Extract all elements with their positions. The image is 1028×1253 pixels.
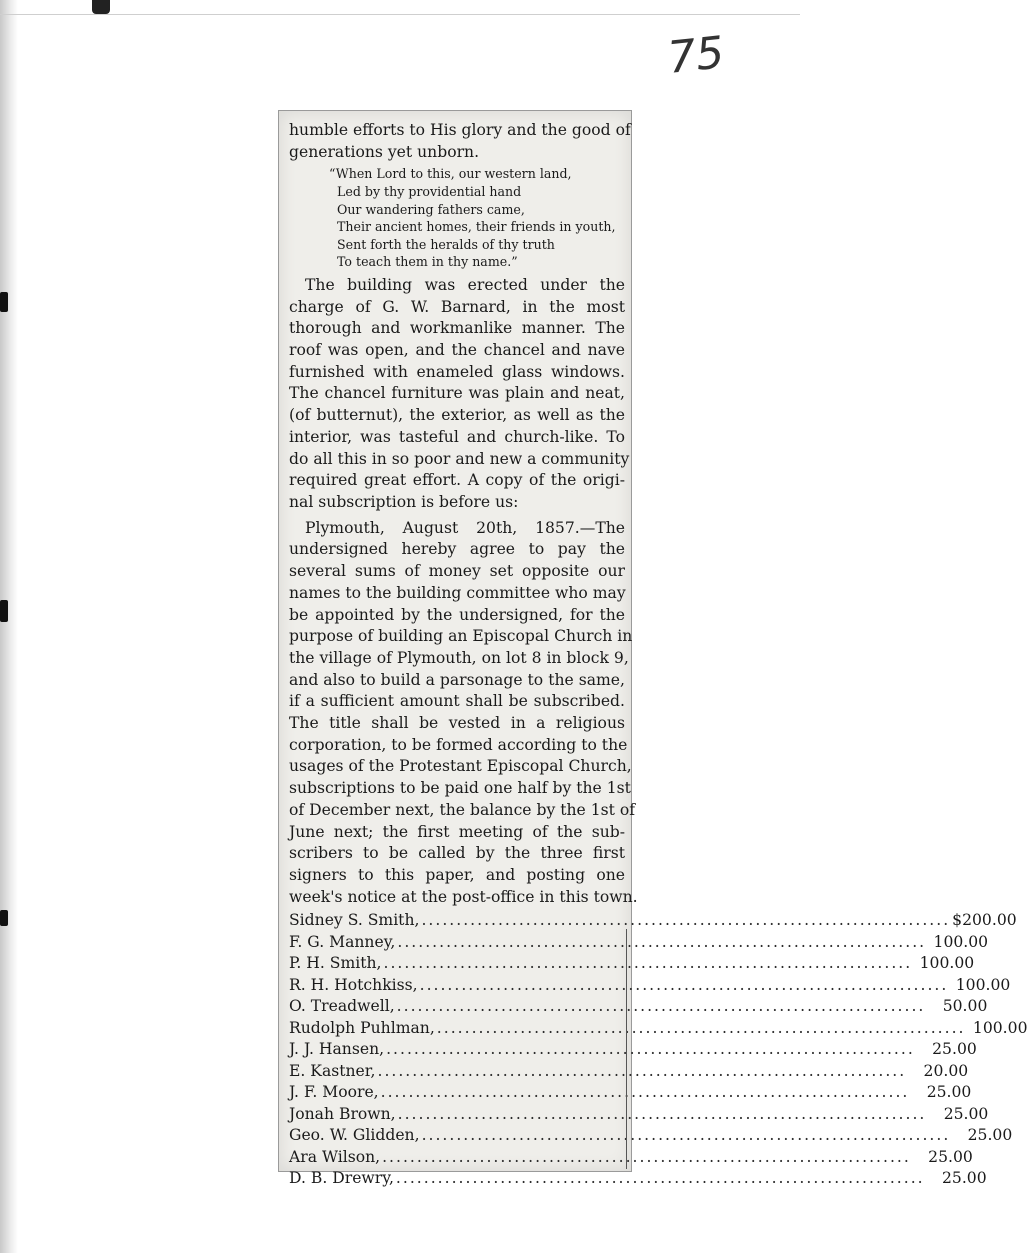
text-line: be appointed by the undersigned, for the (289, 605, 625, 624)
subscriber-row (289, 1039, 977, 1061)
leader-dots (377, 1061, 906, 1083)
opening-lines (289, 120, 631, 163)
leader-dots (386, 1039, 915, 1061)
subscriber-name: J. F. Moore, (289, 1083, 379, 1102)
scan-left-edge (0, 0, 18, 1253)
text-line: corporation, to be formed according to the (289, 735, 628, 754)
leader-dots (381, 1082, 910, 1104)
subscriber-amount: 100.00 (955, 975, 1011, 994)
leader-dots (396, 1168, 925, 1190)
poem-line: To teach them in thy name.” (337, 254, 518, 270)
text-line: several sums of money set opposite our (289, 562, 625, 581)
subscriber-name: Jonah Brown, (289, 1104, 396, 1123)
text-line: undersigned hereby agree to pay the (289, 540, 625, 559)
paragraph-building (289, 275, 630, 514)
subscriber-amount: $200.00 (952, 911, 1017, 930)
text-line: purpose of building an Episcopal Church in (289, 627, 633, 646)
leader-dots (398, 1104, 927, 1126)
leader-dots (383, 953, 912, 975)
text-line: the village of Plymouth, on lot 8 in block 9, (289, 648, 629, 667)
text-line: (of butternut), the exterior, as well as the (289, 406, 625, 425)
text-line: scribers to be called by the three first (289, 844, 625, 863)
subscriber-name: O. Treadwell, (289, 997, 395, 1016)
text-line: and also to build a parsonage to the same, (289, 670, 625, 689)
subscriber-name: Rudolph Puhlman, (289, 1018, 435, 1037)
subscriber-row (289, 1082, 972, 1104)
text-line: if a sufficient amount shall be subscribed. (289, 692, 625, 711)
subscriber-name: D. B. Drewry, (289, 1169, 394, 1188)
subscriber-name: Sidney S. Smith, (289, 911, 420, 930)
subscriber-amount: 50.00 (942, 997, 988, 1016)
leader-dots (397, 932, 926, 954)
subscriber-name: Geo. W. Glidden, (289, 1126, 420, 1145)
subscriber-amount: 25.00 (943, 1104, 989, 1123)
subscriber-amount: 20.00 (923, 1061, 969, 1080)
leader-dots (437, 1018, 966, 1040)
subscriber-name: P. H. Smith, (289, 954, 382, 973)
poem-stanza (289, 165, 625, 271)
text-line: names to the building committee who may (289, 583, 626, 602)
text-line: Plymouth, August 20th, 1857.—The (305, 518, 625, 537)
text-line: signers to this paper, and posting one (289, 865, 625, 884)
subscriber-amount: 25.00 (928, 1147, 973, 1166)
poem-line: Their ancient homes, their friends in youth, (337, 219, 616, 235)
text-line: usages of the Protestant Episcopal Church, (289, 757, 632, 776)
leader-dots (382, 1147, 911, 1169)
text-line: generations yet unborn. (289, 142, 480, 161)
subscriber-amount: 100.00 (933, 932, 989, 951)
scan-margin-mark (0, 292, 8, 312)
text-line: do all this in so poor and new a community (289, 449, 630, 468)
column-rule (626, 929, 627, 1169)
text-line: required great effort. A copy of the origi- (289, 471, 625, 490)
subscriber-row (289, 910, 1017, 932)
poem-line: Led by thy providential hand (337, 184, 522, 199)
subscriber-row (289, 1061, 969, 1083)
subscriber-row (289, 1168, 987, 1190)
subscriber-amount: 100.00 (972, 1018, 1028, 1037)
text-line: week's notice at the post-office in this town. (289, 887, 638, 906)
subscriber-row (289, 996, 988, 1018)
subscriber-row (289, 1104, 989, 1126)
poem-line: “When Lord to this, our western land, (329, 166, 572, 182)
text-line: June next; the first meeting of the sub- (289, 822, 625, 841)
subscriber-name: Ara Wilson, (289, 1147, 381, 1166)
subscriber-list (289, 910, 1028, 1190)
text-line: roof was open, and the chancel and nave (289, 341, 625, 360)
leader-dots (421, 910, 950, 932)
subscriber-row (289, 1018, 1028, 1040)
subscriber-row (289, 1147, 973, 1169)
text-line: thorough and workmanlike manner. The (289, 319, 625, 338)
subscriber-name: R. H. Hotchkiss, (289, 975, 418, 994)
leader-dots (397, 996, 926, 1018)
text-line: furnished with enameled glass windows. (289, 362, 625, 381)
scan-margin-mark (0, 910, 8, 926)
subscriber-amount: 25.00 (932, 1040, 977, 1059)
subscriber-row (289, 953, 975, 975)
subscriber-amount: 100.00 (919, 954, 975, 973)
text-line: humble efforts to His glory and the good of (289, 121, 631, 139)
subscriber-name: J. J. Hansen, (289, 1040, 385, 1059)
newspaper-clipping (278, 110, 1028, 1188)
text-line: of December next, the balance by the 1st of (289, 800, 636, 819)
text-line: subscriptions to be paid one half by the 1st (289, 779, 631, 798)
subscriber-name: E. Kastner, (289, 1061, 376, 1080)
subscriber-row (289, 975, 1011, 997)
text-line: The building was erected under the (305, 275, 625, 294)
leader-dots (422, 1125, 951, 1147)
leader-dots (420, 975, 949, 997)
text-line: The chancel furniture was plain and neat, (289, 384, 625, 403)
text-line: nal subscription is before us: (289, 493, 519, 511)
scan-top-line (0, 14, 800, 15)
subscriber-row (289, 932, 989, 954)
scan-top-mark (92, 0, 110, 14)
text-line: interior, was tasteful and church-like. To (289, 427, 625, 446)
poem-line: Sent forth the heralds of thy truth (337, 236, 555, 252)
poem-line: Our wandering fathers came, (337, 201, 525, 217)
text-line: The title shall be vested in a religious (289, 714, 625, 733)
paragraph-subscription (289, 518, 638, 909)
scan-margin-mark (0, 600, 8, 622)
subscriber-amount: 25.00 (926, 1083, 972, 1102)
text-line: charge of G. W. Barnard, in the most (289, 297, 625, 316)
subscriber-amount: 25.00 (967, 1126, 1013, 1145)
page-number: 75 (665, 27, 727, 84)
subscriber-row (289, 1125, 1013, 1147)
subscriber-amount: 25.00 (941, 1169, 987, 1188)
subscriber-name: F. G. Manney, (289, 932, 396, 951)
